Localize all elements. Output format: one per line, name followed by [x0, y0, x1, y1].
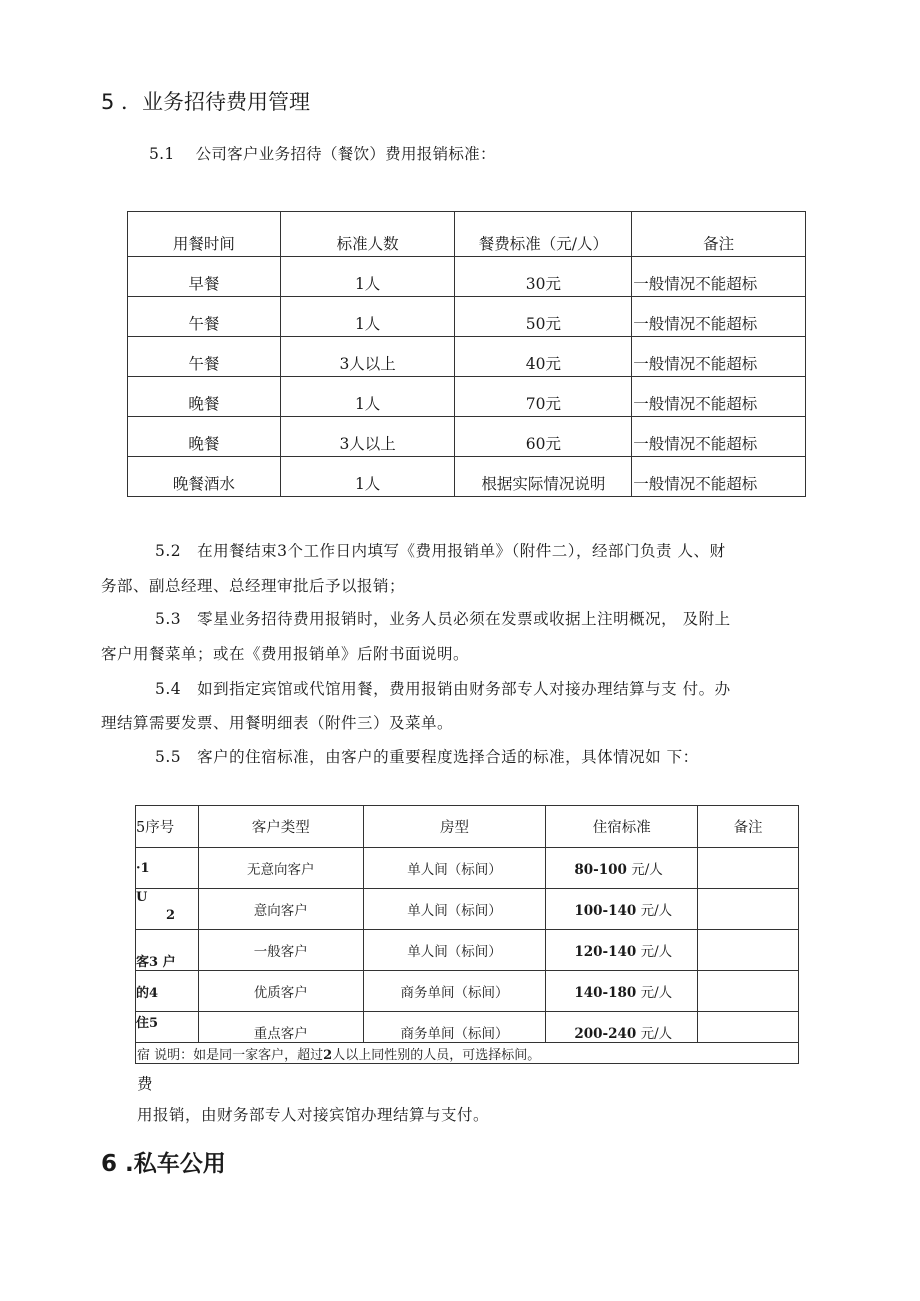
header-standard-people: 标准人数 [280, 212, 455, 257]
index-label: 住5 [136, 1016, 159, 1031]
remark-cell: 一般情况不能超标 [632, 257, 806, 297]
header-lodging-standard: 住宿标准 [546, 806, 698, 848]
header-customer-type: 客户类型 [198, 806, 363, 848]
cost-cell: 根据实际情况说明 [455, 457, 632, 497]
index-label: 客3 户 [136, 955, 176, 970]
remark-cell: 一般情况不能超标 [632, 297, 806, 337]
cost-cell: 40元 [455, 337, 632, 377]
paragraph-5-3-line-1: 5.3 零星业务招待费用报销时，业务人员必须在发票或收据上注明概况， 及附上 [155, 610, 731, 628]
customer-type-cell: 意向客户 [198, 889, 363, 930]
lodging-standard-cell [546, 848, 698, 889]
standard-amount: 140-180 [574, 985, 637, 1001]
table-row [136, 848, 799, 889]
room-type-cell: 单人间（标间） [363, 889, 546, 930]
standard-unit: 元/人 [636, 944, 673, 960]
people-cell: 1人 [280, 377, 455, 417]
lodging-standard-table [135, 805, 799, 1064]
people-cell: 3人以上 [280, 417, 455, 457]
remark-cell [698, 1012, 799, 1043]
meal-cell: 晚餐 [128, 377, 281, 417]
paragraph-5-2-line-1: 5.2 在用餐结束3个工作日内填写《费用报销单》（附件二），经部门负责 人、财 [155, 542, 726, 560]
note-number: 2 [323, 1047, 333, 1063]
header-meal-time: 用餐时间 [128, 212, 281, 257]
table-row [128, 337, 806, 377]
table-row [128, 257, 806, 297]
cost-cell: 60元 [455, 417, 632, 457]
index-number: 2 [166, 908, 176, 923]
room-type-cell: 商务单间（标间） [363, 971, 546, 1012]
table-row [128, 417, 806, 457]
header-remark: 备注 [698, 806, 799, 848]
table-row [128, 377, 806, 417]
room-type-cell: 单人间（标间） [363, 848, 546, 889]
index-label: ·1 [136, 860, 150, 876]
meal-cell: 晚餐酒水 [128, 457, 281, 497]
table-header-row [136, 806, 799, 848]
header-remark: 备注 [632, 212, 806, 257]
note-prefix: 宿 说明：如是同一家客户，超过 [137, 1047, 324, 1063]
table-note-row [136, 1043, 799, 1064]
fee-fragment: 费 [137, 1075, 154, 1093]
table-row [136, 889, 799, 930]
people-cell: 1人 [280, 257, 455, 297]
people-cell: 1人 [280, 457, 455, 497]
standard-amount: 100-140 [574, 903, 637, 919]
remark-cell [698, 889, 799, 930]
customer-type-cell: 优质客户 [198, 971, 363, 1012]
meal-cell: 午餐 [128, 297, 281, 337]
paragraph-5-4-line-2: 理结算需要发票、用餐明细表（附件三）及菜单。 [101, 714, 454, 732]
remark-cell [698, 971, 799, 1012]
lodging-standard-cell [546, 1012, 698, 1043]
remark-cell: 一般情况不能超标 [632, 457, 806, 497]
standard-amount: 200-240 [574, 1026, 637, 1042]
meal-cell: 午餐 [128, 337, 281, 377]
cost-cell: 30元 [455, 257, 632, 297]
standard-amount: 120-140 [574, 944, 637, 960]
table-row [136, 1012, 799, 1043]
lodging-standard-cell [546, 930, 698, 971]
index-cell [136, 930, 199, 971]
table-row [136, 971, 799, 1012]
people-cell: 1人 [280, 297, 455, 337]
remark-cell [698, 930, 799, 971]
paragraph-5-3-line-2: 客户用餐菜单；或在《费用报销单》后附书面说明。 [101, 645, 470, 663]
standard-unit: 元/人 [626, 862, 663, 878]
standard-unit: 元/人 [636, 985, 673, 1001]
paragraph-5-5: 5.5 客户的住宿标准，由客户的重要程度选择合适的标准，具体情况如 下： [155, 748, 699, 766]
customer-type-cell: 一般客户 [198, 930, 363, 971]
people-cell: 3人以上 [280, 337, 455, 377]
index-label: U [136, 890, 148, 905]
customer-type-cell: 重点客户 [198, 1012, 363, 1043]
index-cell [136, 889, 199, 930]
section-5-1-text: 5.1 公司客户业务招待（餐饮）费用报销标准： [149, 145, 496, 163]
table-header-row [128, 212, 806, 257]
meal-cell: 晚餐 [128, 417, 281, 457]
settlement-line: 用报销，由财务部专人对接宾馆办理结算与支付。 [137, 1106, 490, 1124]
table-note [136, 1043, 799, 1064]
table-row [128, 297, 806, 337]
header-meal-cost: 餐费标准（元/人） [455, 212, 632, 257]
table-row [128, 457, 806, 497]
lodging-standard-cell [546, 971, 698, 1012]
index-cell [136, 1012, 199, 1043]
meal-standard-table [127, 211, 806, 497]
room-type-cell: 商务单间（标间） [363, 1012, 546, 1043]
standard-unit: 元/人 [636, 903, 673, 919]
index-cell [136, 848, 199, 889]
header-index: 5序号 [136, 806, 199, 848]
standard-unit: 元/人 [636, 1026, 673, 1042]
note-suffix: 人以上同性别的人员，可选择标间。 [332, 1047, 541, 1063]
cost-cell: 50元 [455, 297, 632, 337]
section-6-title: 6 .私车公用 [101, 1151, 226, 1177]
remark-cell: 一般情况不能超标 [632, 337, 806, 377]
index-label: 的4 [136, 985, 159, 1001]
meal-cell: 早餐 [128, 257, 281, 297]
room-type-cell: 单人间（标间） [363, 930, 546, 971]
header-room-type: 房型 [363, 806, 546, 848]
lodging-standard-cell [546, 889, 698, 930]
table-row [136, 930, 799, 971]
paragraph-5-4-line-1: 5.4 如到指定宾馆或代馆用餐，费用报销由财务部专人对接办理结算与支 付。办 [155, 680, 731, 698]
customer-type-cell: 无意向客户 [198, 848, 363, 889]
cost-cell: 70元 [455, 377, 632, 417]
index-cell [136, 971, 199, 1012]
section-5-title: 5 ．业务招待费用管理 [101, 90, 311, 114]
remark-cell: 一般情况不能超标 [632, 377, 806, 417]
paragraph-5-2-line-2: 务部、副总经理、总经理审批后予以报销； [101, 577, 406, 595]
standard-amount: 80-100 [574, 862, 627, 878]
remark-cell: 一般情况不能超标 [632, 417, 806, 457]
remark-cell [698, 848, 799, 889]
